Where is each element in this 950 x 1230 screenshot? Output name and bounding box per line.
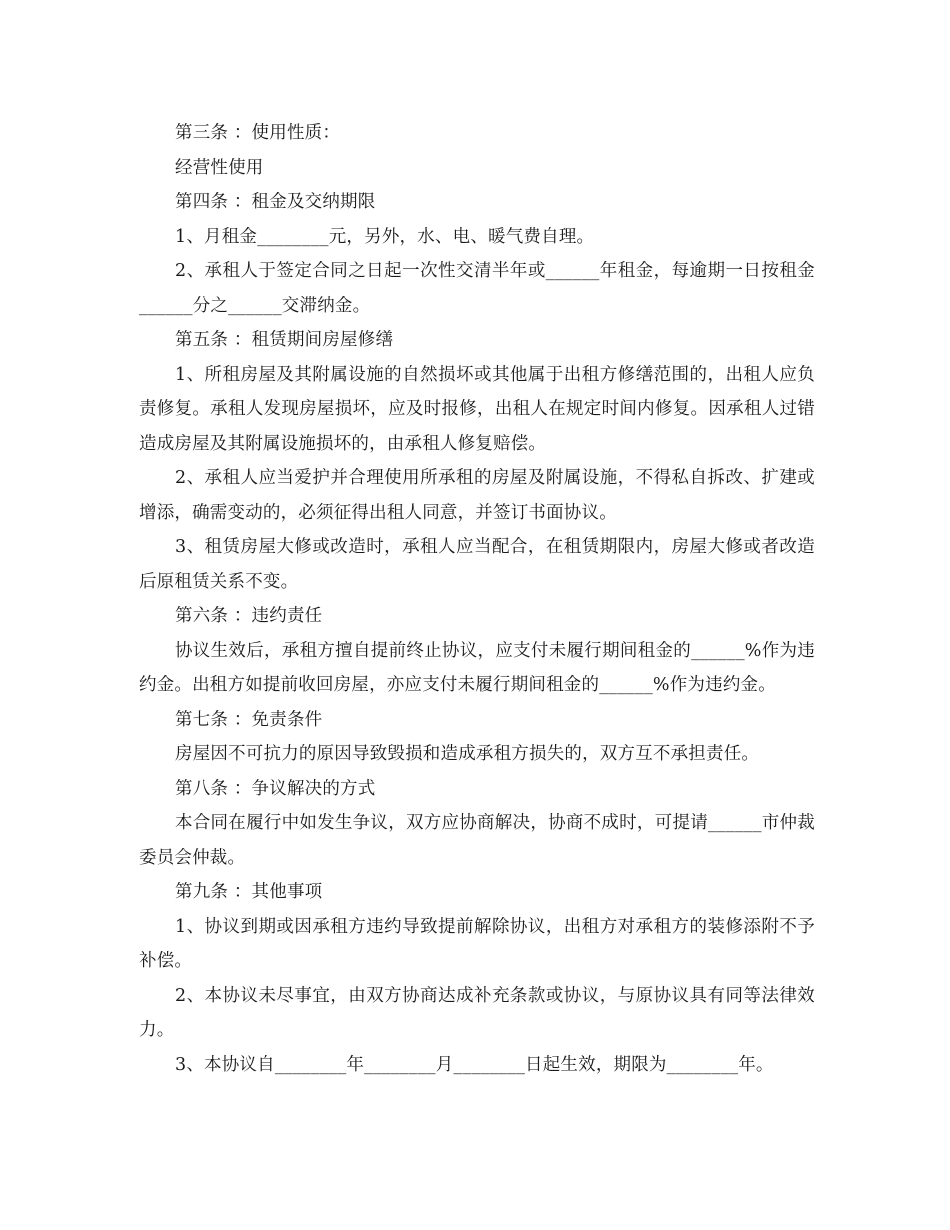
article-4-clause-2: 2、承租人于签定合同之日起一次性交清半年或______年租金，每逾期一日按租金______分之______交滞纳金。 xyxy=(139,261,815,316)
article-3-heading: 第三条 ：使用性质： xyxy=(175,123,341,143)
article-8-heading: 第八条 ：争议解决的方式 xyxy=(175,778,376,799)
article-5-clause-2: 2、承租人应当爱护并合理使用所承租的房屋及附属设施，不得私自拆改、扩建或增添，确需变动的，必须征得出租人同意，并签订书面协议。 xyxy=(139,468,815,523)
document-body xyxy=(139,116,815,1082)
article-6-text: 协议生效后，承租方擅自提前终止协议，应支付未履行期间租金的______%作为违约金。出租方如提前收回房屋，亦应支付未履行期间租金的______%作为违约金。 xyxy=(139,640,815,695)
article-9-clause-3: 3、本协议自________年________月________日起生效，期限为________年。 xyxy=(175,1054,774,1075)
article-8-text: 本合同在履行中如发生争议，双方应协商解决，协商不成时，可提请______市仲裁委员会仲裁。 xyxy=(139,813,815,868)
article-7-heading: 第七条 ：免责条件 xyxy=(175,709,323,730)
article-9-heading: 第九条 ：其他事项 xyxy=(175,882,323,902)
article-5-heading: 第五条 ：租赁期间房屋修缮 xyxy=(175,330,394,350)
article-5-clause-1: 1、所租房屋及其附属设施的自然损坏或其他属于出租方修缮范围的，出租人应负责修复。承租人发现房屋损坏，应及时报修，出租人在规定时间内修复。因承租人过错造成房屋及其附属设施损坏的，由承租人修复赔偿。 xyxy=(139,364,815,454)
article-9-clause-2: 2、本协议未尽事宜，由双方协商达成补充条款或协议，与原协议具有同等法律效力。 xyxy=(139,985,815,1040)
article-5-clause-3: 3、租赁房屋大修或改造时，承租人应当配合，在租赁期限内，房屋大修或者改造后原租赁关系不变。 xyxy=(139,537,815,592)
article-6-heading: 第六条 ：违约责任 xyxy=(175,606,323,626)
article-4-clause-1: 1、月租金________元，另外，水、电、暖气费自理。 xyxy=(175,226,595,247)
article-4-heading: 第四条 ：租金及交纳期限 xyxy=(175,192,376,212)
article-7-text: 房屋因不可抗力的原因导致毁损和造成承租方损失的，双方互不承担责任。 xyxy=(175,744,760,764)
article-3-text: 经营性使用 xyxy=(175,157,264,178)
article-9-clause-1: 1、协议到期或因承租方违约导致提前解除协议，出租方对承租方的装修添附不予补偿。 xyxy=(139,916,815,971)
